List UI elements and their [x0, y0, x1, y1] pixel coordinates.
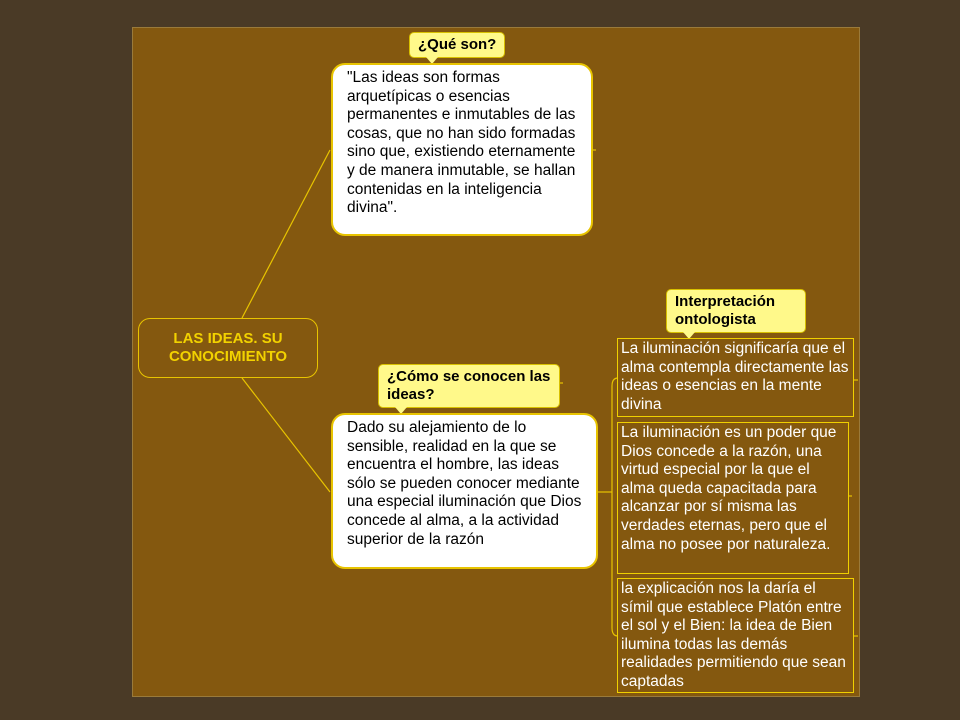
tag-interpretacion-label: Interpretación ontologista: [675, 293, 776, 328]
interpretation-text-2: La iluminación es un poder que Dios concede a la razón, una virtud especial por la que el alma queda capacitada para alcanzar por sí misma las verdades eternas, pero que el alma no posee por naturaleza.: [621, 424, 837, 553]
tag-que-son[interactable]: [409, 32, 505, 58]
interpretation-text-3: la explicación nos la daría el símil que establece Platón entre el sol y el Bien: la idea de Bien ilumina todas las demás realidades permitiendo que sean captadas: [621, 580, 846, 690]
root-label: LAS IDEAS. SU CONOCIMIENTO: [168, 330, 288, 365]
node-como-se-conocen[interactable]: [331, 413, 598, 569]
root-node[interactable]: [138, 318, 318, 378]
interpretation-box-1[interactable]: [617, 338, 854, 417]
interpretation-box-2[interactable]: [617, 422, 849, 574]
como-text: Dado su alejamiento de lo sensible, realidad en la que se encuentra el hombre, las ideas sólo se pueden conocer mediante una especial iluminación que Dios concede al alma, a la actividad superior de la razón: [347, 419, 582, 548]
interpretation-text-1: La iluminación significaría que el alma contempla directamente las ideas o esencias en la mente divina: [621, 340, 849, 413]
tag-que-son-label: ¿Qué son?: [418, 36, 497, 53]
tag-como-label: ¿Cómo se conocen las ideas?: [387, 368, 551, 403]
tag-como-se-conocen[interactable]: [378, 364, 560, 408]
tag-interpretacion[interactable]: [666, 289, 806, 333]
que-son-text: "Las ideas son formas arquetípicas o esencias permanentes e inmutables de las cosas, que no han sido formadas sino que, existiendo eternamente y de manera inmutable, se hallan contenidas en la inteligencia divina".: [347, 69, 576, 217]
interpretation-box-3[interactable]: [617, 578, 854, 693]
node-que-son[interactable]: [331, 63, 593, 236]
